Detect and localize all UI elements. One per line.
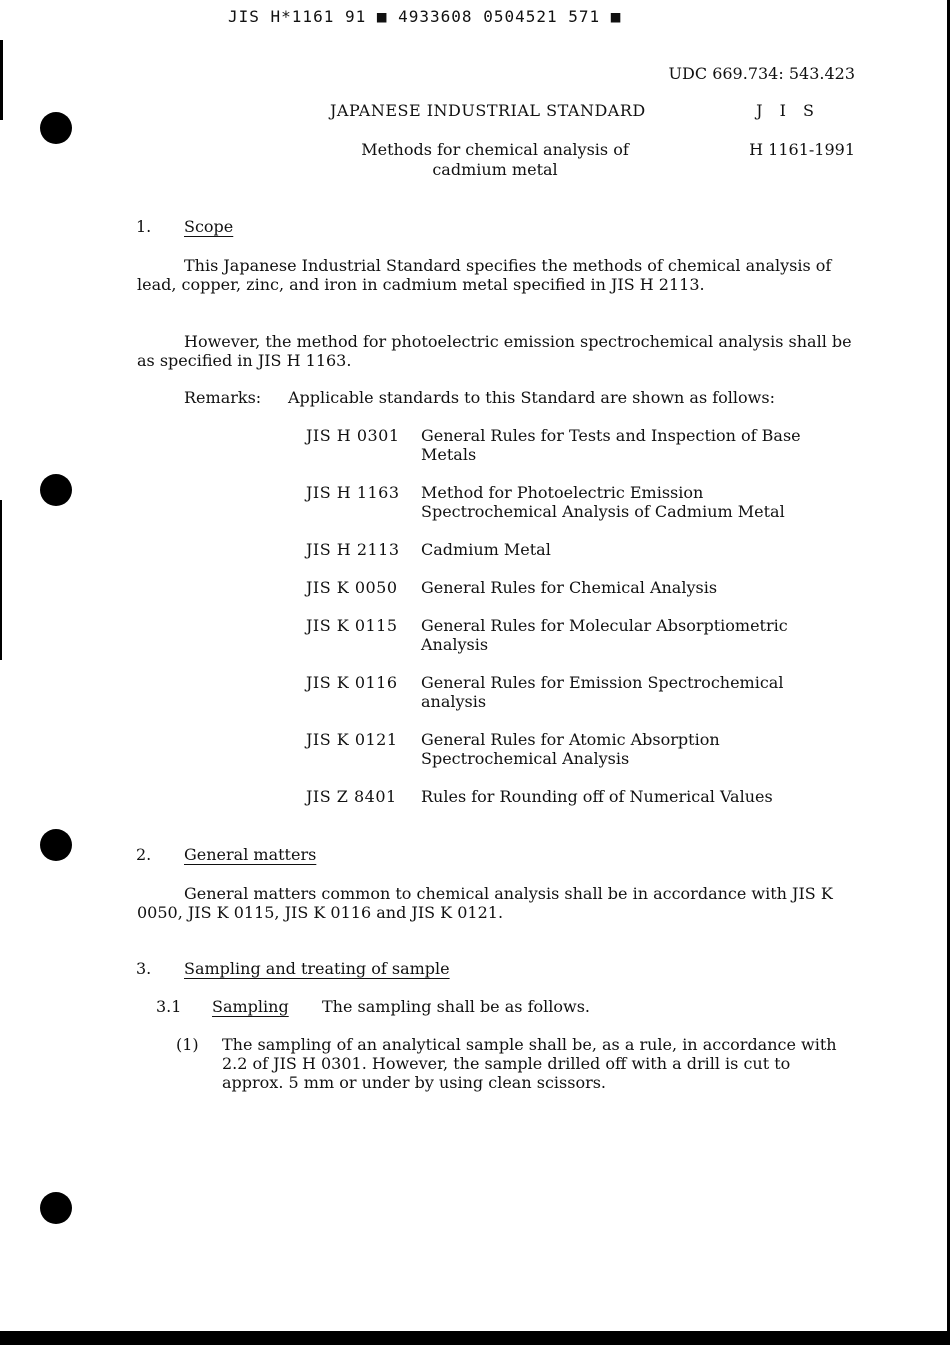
reference-title: General Rules for Molecular Absorptiometric Analysis: [421, 616, 788, 654]
subsection-text: The sampling shall be as follows.: [322, 997, 590, 1016]
reference-code: JIS K 0116: [306, 673, 398, 692]
punch-hole: [40, 474, 72, 506]
remarks-label: Remarks:: [184, 388, 262, 407]
reference-title: Cadmium Metal: [421, 540, 551, 559]
reference-code: JIS K 0115: [306, 616, 398, 635]
section-heading-general: General matters: [184, 845, 317, 864]
scope-paragraph: This Japanese Industrial Standard specifies the methods of chemical analysis of lead, copper, zinc, and iron in cadmium metal specified in JIS H 2113.: [137, 256, 832, 294]
reference-code: JIS K 0121: [306, 730, 398, 749]
section-heading-sampling: Sampling and treating of sample: [184, 959, 450, 978]
subsection-heading-sampling: Sampling: [212, 997, 289, 1016]
reference-item: [306, 540, 846, 559]
udc-number: UDC 669.734: 543.423: [668, 64, 855, 83]
punch-hole: [40, 112, 72, 144]
scan-bottom-border: [0, 1331, 950, 1345]
reference-code: JIS H 0301: [306, 426, 400, 445]
document-number: H 1161-1991: [749, 140, 855, 159]
reference-list: [306, 426, 846, 825]
list-item-number: (1): [176, 1035, 199, 1054]
reference-title: General Rules for Chemical Analysis: [421, 578, 718, 597]
scan-header-code: JIS H*1161 91 ■ 4933608 0504521 571 ■: [228, 7, 622, 26]
reference-item: [306, 426, 846, 464]
section-heading-scope: Scope: [184, 217, 234, 236]
reference-title: General Rules for Atomic Absorption Spectrochemical Analysis: [421, 730, 720, 768]
reference-item: [306, 787, 846, 806]
section-number: 1.: [136, 217, 152, 236]
reference-item: [306, 616, 846, 654]
list-item-text: The sampling of an analytical sample shall be, as a rule, in accordance with 2.2 of JIS H 0301. However, the sample drilled off with a drill is cut to approx. 5 mm or under by using clean scissors.: [222, 1035, 837, 1092]
remarks-text: Applicable standards to this Standard are shown as follows:: [288, 388, 775, 407]
reference-title: Rules for Rounding off of Numerical Values: [421, 787, 773, 806]
standard-title: JAPANESE INDUSTRIAL STANDARD: [330, 101, 646, 120]
general-paragraph: General matters common to chemical analysis shall be in accordance with JIS K 0050, JIS K 0115, JIS K 0116 and JIS K 0121.: [137, 884, 833, 922]
punch-hole: [40, 829, 72, 861]
document-title: Methods for chemical analysis of cadmium metal: [361, 140, 629, 179]
reference-item: [306, 673, 846, 711]
punch-hole: [40, 1192, 72, 1224]
reference-code: JIS H 1163: [306, 483, 400, 502]
reference-code: JIS H 2113: [306, 540, 400, 559]
section-number: 2.: [136, 845, 152, 864]
reference-item: [306, 730, 846, 768]
reference-code: JIS K 0050: [306, 578, 398, 597]
reference-item: [306, 483, 846, 521]
reference-title: General Rules for Emission Spectrochemical analysis: [421, 673, 784, 711]
reference-item: [306, 578, 846, 597]
scan-edge-mark: [0, 40, 3, 120]
reference-code: JIS Z 8401: [306, 787, 397, 806]
reference-title: Method for Photoelectric Emission Spectrochemical Analysis of Cadmium Metal: [421, 483, 785, 521]
reference-title: General Rules for Tests and Inspection of Base Metals: [421, 426, 801, 464]
subsection-number: 3.1: [156, 997, 182, 1016]
scope-paragraph-2: However, the method for photoelectric emission spectrochemical analysis shall be as specified in JIS H 1163.: [137, 332, 852, 370]
jis-mark: J I S: [756, 101, 820, 120]
scan-edge-mark: [0, 500, 2, 660]
section-number: 3.: [136, 959, 152, 978]
